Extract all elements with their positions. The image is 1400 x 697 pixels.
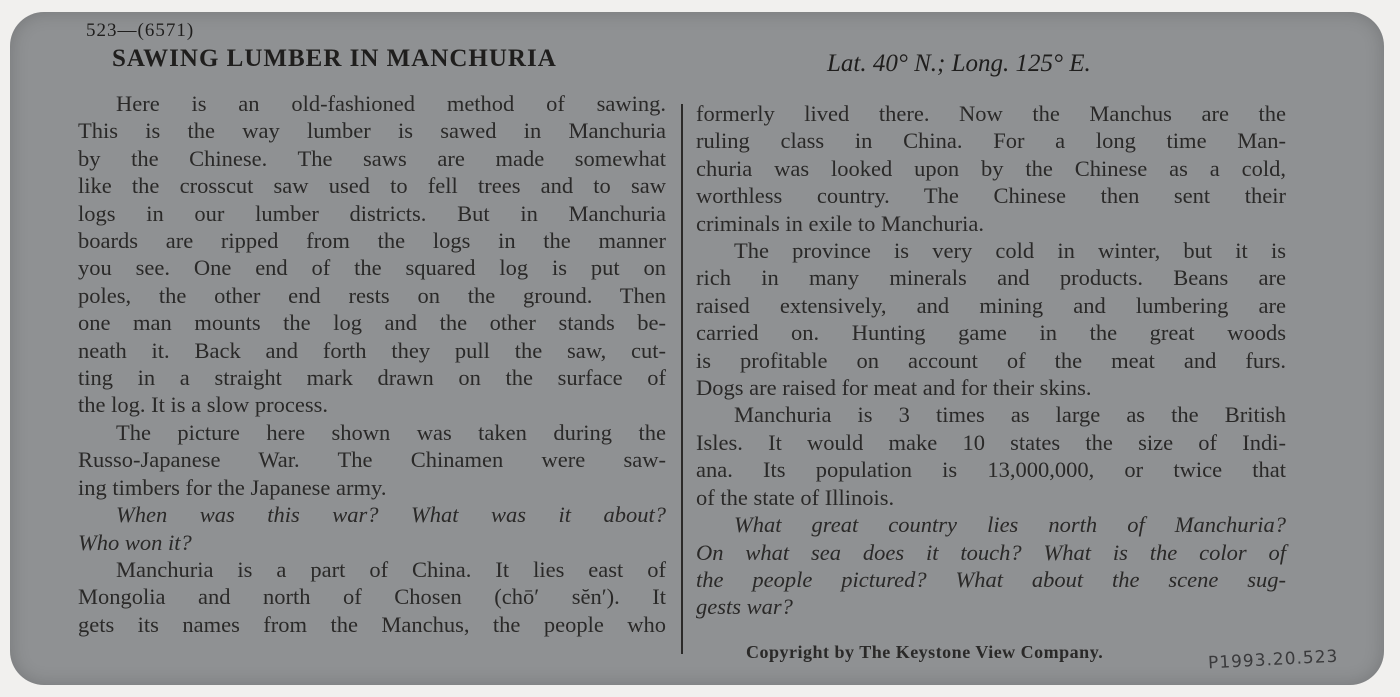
text-line: gets its names from the Manchus, the people who: [78, 611, 666, 637]
coordinates: Lat. 40° N.; Long. 125° E.: [827, 50, 1091, 77]
question-line: What great country lies north of Manchuria?: [734, 512, 1286, 538]
text-line: neath it. Back and forth they pull the saw, cut-: [78, 337, 666, 363]
question-line: On what sea does it touch? What is the color of: [696, 539, 1286, 565]
text-line: carried on. Hunting game in the great woods: [696, 320, 1286, 346]
text-line: This is the way lumber is sawed in Manchuria: [78, 118, 666, 144]
text-line: you see. One end of the squared log is put on: [78, 255, 666, 281]
stereograph-card-back: [10, 12, 1384, 685]
text-line: boards are ripped from the logs in the manner: [78, 228, 666, 254]
text-line: worthless country. The Chinese then sent their: [696, 183, 1286, 209]
text-line: ana. Its population is 13,000,000, or twice that: [696, 457, 1286, 483]
text-line: like the crosscut saw used to fell trees and to saw: [78, 173, 666, 199]
text-line: by the Chinese. The saws are made somewhat: [78, 145, 666, 171]
text-line: ruling class in China. For a long time Man-: [696, 128, 1286, 154]
text-line: raised extensively, and mining and lumbering are: [696, 292, 1286, 318]
accession-number: P1993.20.523: [1207, 646, 1339, 674]
text-line: The picture here shown was taken during the: [116, 419, 666, 445]
text-line: Here is an old-fashioned method of sawing.: [116, 91, 666, 116]
text-line: logs in our lumber districts. But in Manchuria: [78, 200, 666, 226]
question-line: When was this war? What was it about?: [116, 502, 666, 528]
question-line: gests war?: [696, 594, 793, 620]
text-line: one man mounts the log and the other stands be-: [78, 310, 666, 336]
text-line: of the state of Illinois.: [696, 484, 895, 510]
text-line: Isles. It would make 10 states the size of Indi-: [696, 429, 1286, 455]
left-text-column: [78, 90, 666, 638]
text-line: The province is very cold in winter, but it is: [734, 238, 1286, 264]
text-line: rich in many minerals and products. Beans are: [696, 265, 1286, 291]
right-text-column: [696, 100, 1286, 621]
question-line: the people pictured? What about the scene sug-: [696, 566, 1286, 592]
catalog-number: 523—(6571): [86, 20, 195, 41]
text-line: Manchuria is 3 times as large as the British: [734, 402, 1286, 428]
text-line: criminals in exile to Manchuria.: [696, 210, 985, 236]
text-line: the log. It is a slow process.: [78, 392, 328, 418]
text-line: Russo-Japanese War. The Chinamen were saw-: [78, 447, 666, 473]
text-line: Manchuria is a part of China. It lies east of: [116, 556, 666, 582]
question-line: Who won it?: [78, 529, 192, 555]
card-title: SAWING LUMBER IN MANCHURIA: [112, 45, 557, 72]
text-line: is profitable on account of the meat and furs.: [696, 347, 1286, 373]
text-line: poles, the other end rests on the ground. Then: [78, 282, 666, 308]
column-divider: [681, 104, 683, 654]
text-line: churia was looked upon by the Chinese as a cold,: [696, 155, 1286, 181]
text-line: ting in a straight mark drawn on the surface of: [78, 365, 666, 391]
text-line: Mongolia and north of Chosen (chō′ sĕn′). It: [78, 584, 666, 610]
text-line: formerly lived there. Now the Manchus are the: [696, 101, 1286, 126]
text-line: Dogs are raised for meat and for their skins.: [696, 375, 1092, 401]
text-line: ing timbers for the Japanese army.: [78, 474, 387, 500]
copyright-notice: Copyright by The Keystone View Company.: [746, 642, 1104, 662]
